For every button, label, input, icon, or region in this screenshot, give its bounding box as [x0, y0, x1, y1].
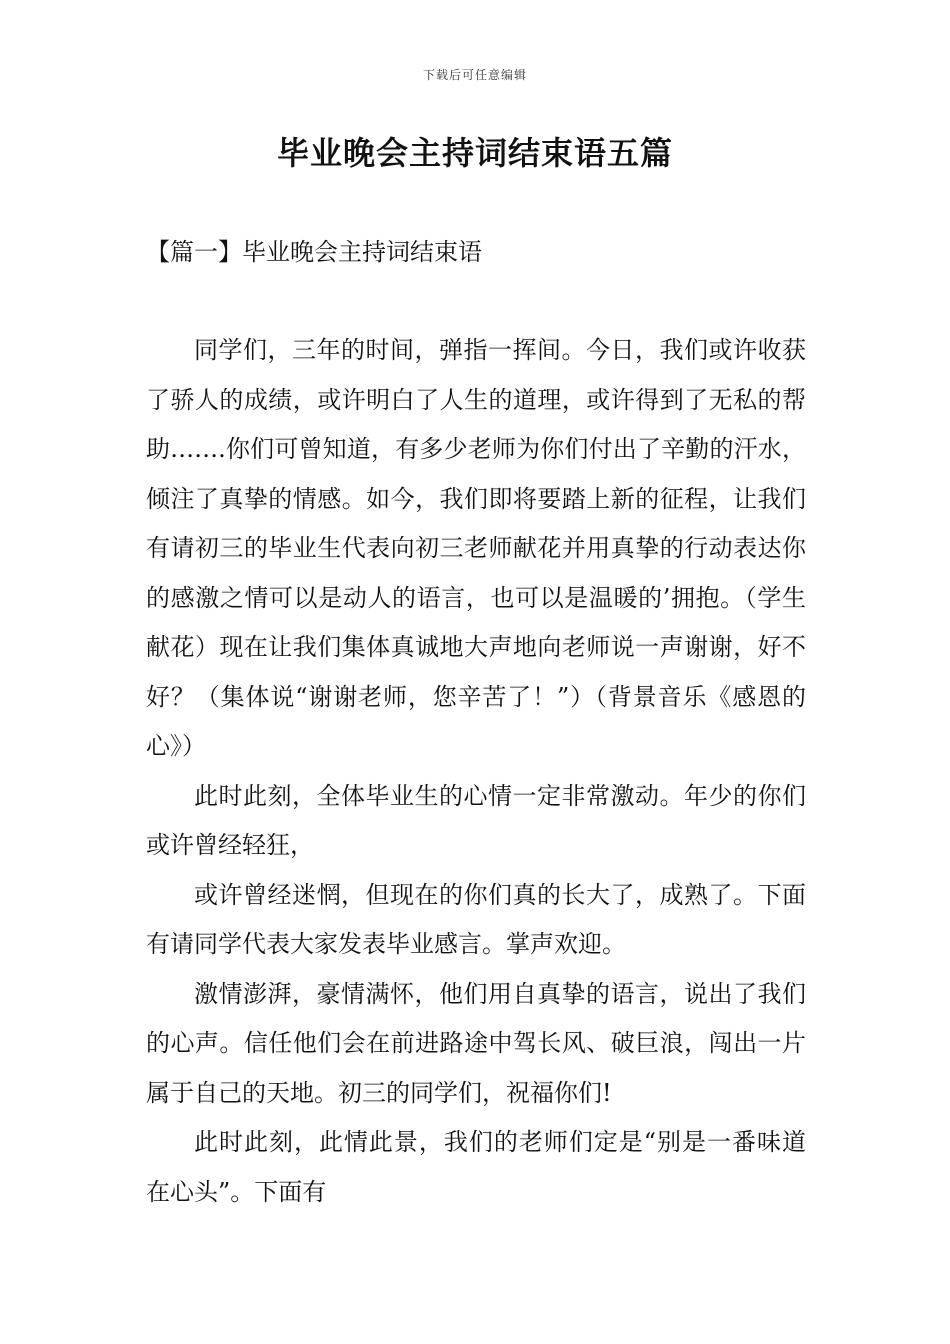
paragraph: 同学们，三年的时间，弹指一挥间。今日，我们或许收获了骄人的成绩，或许明白了人生的道理，或许得到了无私的帮助…….你们可曾知道，有多少老师为你们付出了辛勤的汗水，倾注了真挚的情感。如今，我们即将要踏上新的征程，让我们有请初三的毕业生代表向初三老师献花并用真挚的行动表达你的感激之情可以是动人的语言，也可以是温暖的’拥抱。（学生献花）现在让我们集体真诚地大声地向老师说一声谢谢，好不好？（集体说“谢谢老师，您辛苦了！”）（背景音乐《感恩的心》） — [146, 336, 806, 760]
paragraph: 此时此刻，全体毕业生的心情一定非常激动。年少的你们或许曾经轻狂， — [146, 781, 806, 859]
document-title: 毕业晚会主持词结束语五篇 — [276, 134, 673, 172]
paragraph: 激情澎湃，豪情满怀，他们用自真挚的语言，说出了我们的心声。信任他们会在前进路途中驾长风、破巨浪，闯出一片属于自己的天地。初三的同学们，祝福你们! — [146, 979, 806, 1107]
body-text — [146, 326, 806, 1217]
paragraph: 此时此刻，此情此景，我们的老师们定是“别是一番味道在心头”。下面有 — [146, 1128, 806, 1206]
paragraph: 或许曾经迷惘，但现在的你们真的长大了，成熟了。下面有请同学代表大家发表毕业感言。掌声欢迎。 — [146, 880, 806, 958]
header-note: 下载后可任意编辑 — [422, 68, 527, 82]
section-heading: 【篇一】毕业晚会主持词结束语 — [146, 238, 482, 266]
